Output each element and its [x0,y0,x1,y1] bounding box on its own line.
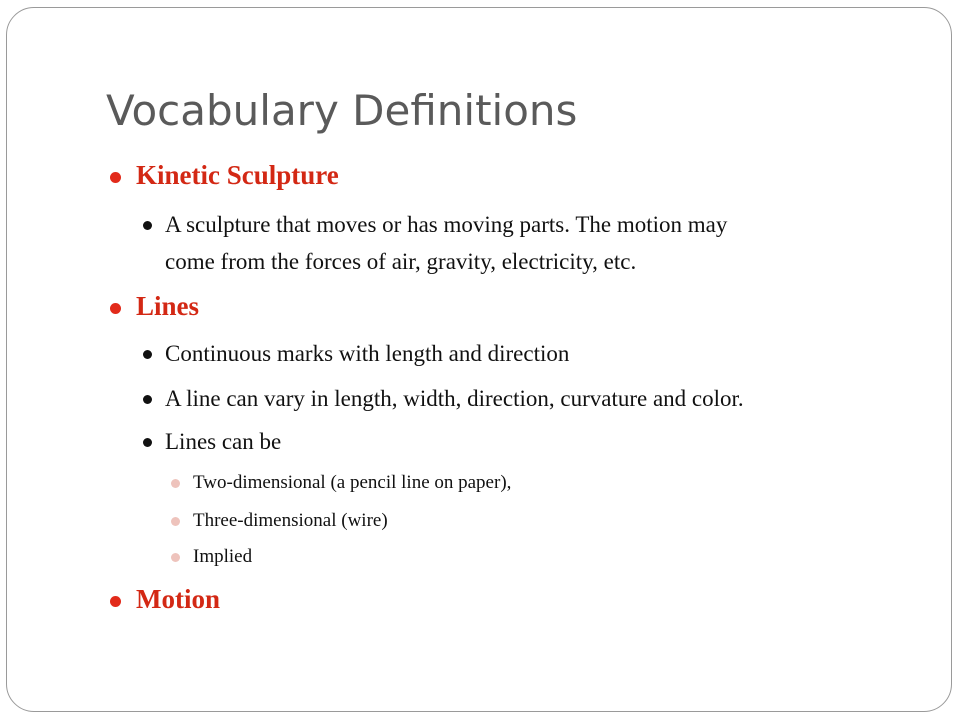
heading-bullet [110,596,121,607]
sub-bullet [171,479,180,488]
heading-motion: Motion [136,584,220,614]
sub-bullet [171,517,180,526]
heading-kinetic-sculpture: Kinetic Sculpture [136,160,339,190]
definition-lines-2: A line can vary in length, width, direction, curvature and color. [165,386,744,411]
list-bullet [143,221,152,230]
sub-item-two-dimensional: Two-dimensional (a pencil line on paper), [193,472,512,493]
sub-item-implied: Implied [193,546,253,567]
definition-kinetic-line2: come from the forces of air, gravity, electricity, etc. [165,249,637,274]
heading-bullet [110,303,121,314]
sub-bullet [171,553,180,562]
heading-bullet [110,172,121,183]
definition-lines-1: Continuous marks with length and direction [165,341,570,366]
list-bullet [143,350,152,359]
definition-kinetic-line1: A sculpture that moves or has moving parts. The motion may [165,212,728,237]
sub-item-three-dimensional: Three-dimensional (wire) [193,510,388,531]
list-bullet [143,395,152,404]
definition-lines-3: Lines can be [165,429,282,454]
slide-title: Vocabulary Definitions [106,86,578,135]
list-bullet [143,438,152,447]
heading-lines: Lines [136,291,200,321]
